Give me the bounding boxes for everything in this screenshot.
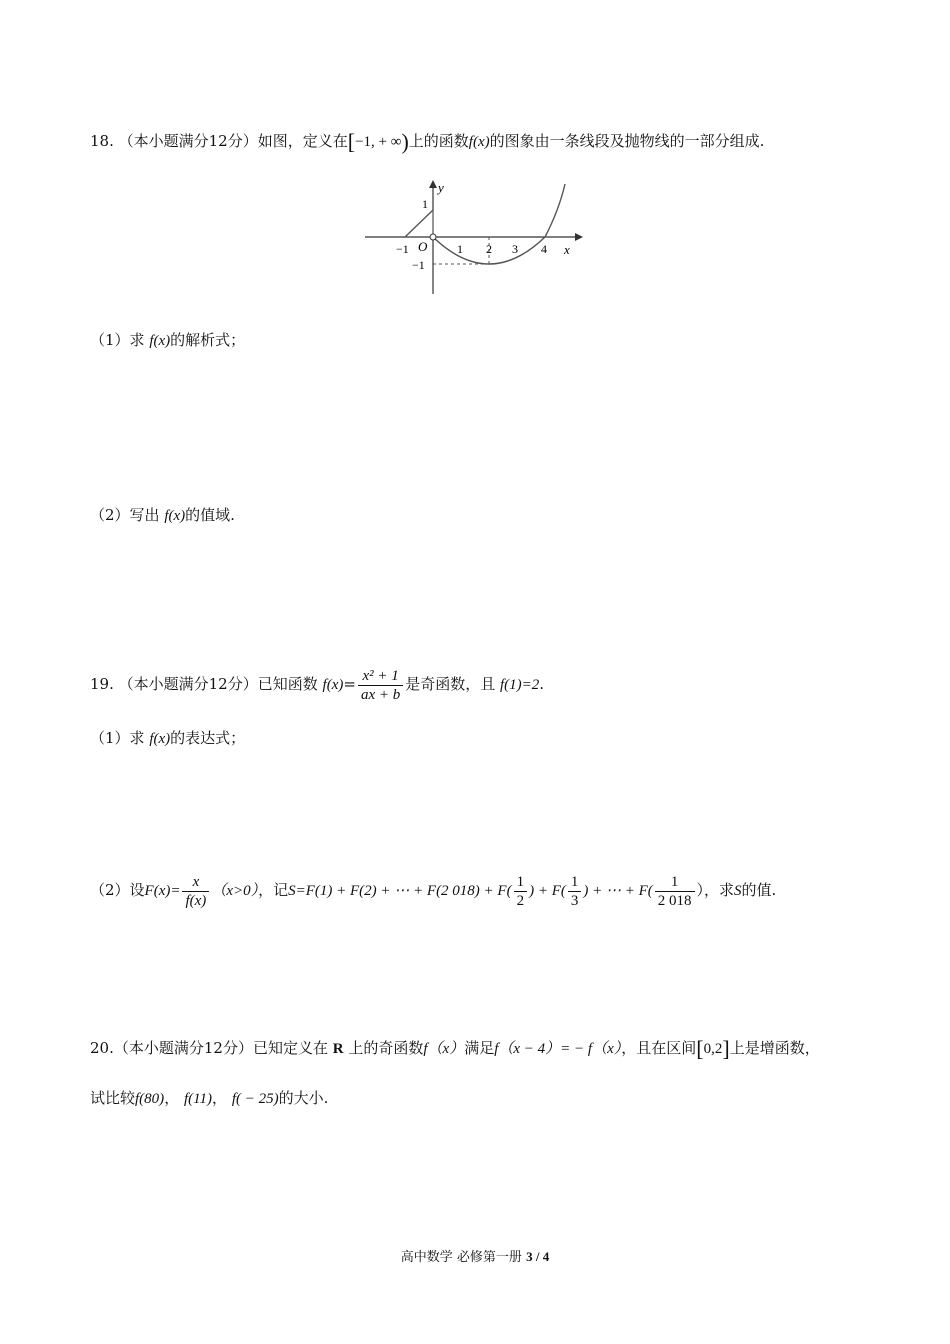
q18-stem-b: 上的函数 — [408, 132, 469, 150]
page-footer — [0, 1246, 950, 1265]
q19-stem-b: 是奇函数，且 — [405, 675, 496, 693]
tick-x-1: 1 — [457, 242, 463, 256]
q19-stem-a: 已知函数 — [257, 675, 318, 693]
tick-y-pos: 1 — [422, 197, 428, 211]
q19-frac-den: ax + b — [360, 686, 401, 703]
q20-stem-b: 上的奇函数 — [348, 1039, 424, 1057]
q18-part2 — [90, 505, 235, 526]
q19-part1-label: （1）求 — [90, 729, 145, 747]
tick-x-2: 2 — [486, 242, 492, 256]
q19-last: $\frac{1}{2 018}$ — [655, 873, 695, 910]
q19-third: $\frac{1}{3}$ — [568, 873, 582, 910]
q19-frac-num: x² + 1 — [358, 667, 403, 686]
open-point — [430, 234, 436, 240]
origin-label: O — [418, 239, 428, 254]
tick-y-neg: −1 — [412, 258, 425, 272]
q19-cond: f(1)=2 — [500, 677, 540, 693]
segment — [405, 210, 433, 237]
q19-F-fraction: $\frac{x}{f(x)}$ — [182, 873, 209, 910]
q19-ending-tail: 的值. — [741, 881, 777, 899]
q19-S-label: ，记 — [258, 881, 289, 899]
tick-x-neg1: −1 — [396, 242, 409, 256]
q18-part1-text: 的解析式； — [170, 331, 246, 349]
q20-stem-e: 上是增函数， — [729, 1039, 820, 1057]
q20-line2-tail: 的大小. — [278, 1089, 329, 1107]
q19-part1 — [90, 728, 245, 749]
tick-x-3: 3 — [512, 242, 518, 256]
q18-number: 18. — [90, 132, 114, 150]
q18-stem-a: 如图，定义在 — [257, 132, 348, 150]
q18-interval: −1, + ∞ — [355, 134, 402, 150]
q20-interval: 0,2 — [703, 1041, 723, 1057]
q20-stem-c: 满足 — [464, 1039, 495, 1057]
x-axis-arrow — [575, 233, 583, 241]
q18-part2-label: （2）写出 — [90, 506, 160, 524]
q18-stem-c: 的图象由一条线段及抛物线的一部分组成. — [489, 132, 765, 150]
q18-part2-text: 的值域. — [185, 506, 235, 524]
q20-fx: f（x） — [423, 1041, 465, 1057]
q20-stem-a: 已知定义在 — [252, 1039, 328, 1057]
q19-score: （本小题满分12分） — [118, 675, 258, 693]
q18-part1-label: （1）求 — [90, 331, 145, 349]
q20-number: 20. — [90, 1039, 114, 1057]
q18-score: （本小题满分12分） — [118, 132, 258, 150]
q20-f80: f(80) — [135, 1091, 165, 1107]
q19-S-sum: S=F(1) + F(2) + ⋯ + F(2 018) + F( — [288, 883, 512, 899]
footer-page: 3 / 4 — [526, 1249, 550, 1264]
q19-F-cond: （x>0） — [211, 883, 259, 899]
q18-fx: f(x) — [468, 134, 490, 150]
q20-score: （本小题满分12分） — [113, 1039, 253, 1057]
q18-part1 — [90, 330, 245, 351]
q20-stem-d: ，且在区间 — [621, 1039, 697, 1057]
q19-part1-text: 的表达式； — [170, 729, 246, 747]
q19-part1-fx: f(x) — [149, 731, 171, 747]
q18-graph — [360, 176, 590, 296]
x-label: x — [564, 242, 570, 257]
y-label: y — [438, 180, 444, 195]
q18-part1-fx: f(x) — [149, 333, 171, 349]
q20-line2-a: 试比较 — [90, 1089, 136, 1107]
y-axis-arrow — [429, 180, 437, 188]
q19-stem: 19. （本小题满分12分）已知函数 f(x)= $\frac{\text{x² + 1}}{ax + b}$ 是奇函数，且 f(1)=2. — [90, 667, 545, 703]
q19-half: $\frac{1}{2}$ — [514, 873, 528, 910]
q20-f11: f(11) — [183, 1091, 213, 1107]
q19-ending-var: S — [734, 883, 742, 899]
q19-part2-label: （2）设 — [90, 881, 145, 899]
q19-fraction — [358, 667, 403, 704]
q19-fx: f(x) — [322, 677, 344, 693]
footer-course: 高中数学 必修第一册 — [400, 1250, 522, 1265]
q20-equation: f（x − 4）= − f（x） — [494, 1041, 622, 1057]
q19-F-def: F(x)= — [144, 883, 181, 899]
q20-line2: 试比较f(80)， f(11)， f( − 25)的大小. — [90, 1089, 329, 1107]
q19-ending: ），求 — [696, 881, 735, 899]
q19-part2: （2）设F(x)= $\frac{x}{f(x)}$ （x>0），记S=F(1) + F(2) + ⋯ + F(2 018) + F( $\frac{1}{2}$ ) + F( $\frac{1}{3}$ ) + ⋯ + F( $\frac{1}{2 018}$ ），求S的值. — [90, 873, 777, 909]
q19-number: 19. — [90, 675, 114, 693]
q20-stem: 20.（本小题满分12分）已知定义在 R 上的奇函数f（x）满足f（x − 4）= − f（x），且在区间[0,2]上是增函数， — [90, 1036, 820, 1061]
tick-x-4: 4 — [541, 242, 547, 256]
q20-fneg25: f( − 25) — [231, 1091, 279, 1107]
q18-part2-fx: f(x) — [164, 508, 186, 524]
q20-set-R: R — [332, 1041, 344, 1057]
q18-stem: 18. （本小题满分12分）如图，定义在[−1, + ∞)上的函数f(x)的图象由一条线段及抛物线的一部分组成. — [90, 129, 765, 154]
